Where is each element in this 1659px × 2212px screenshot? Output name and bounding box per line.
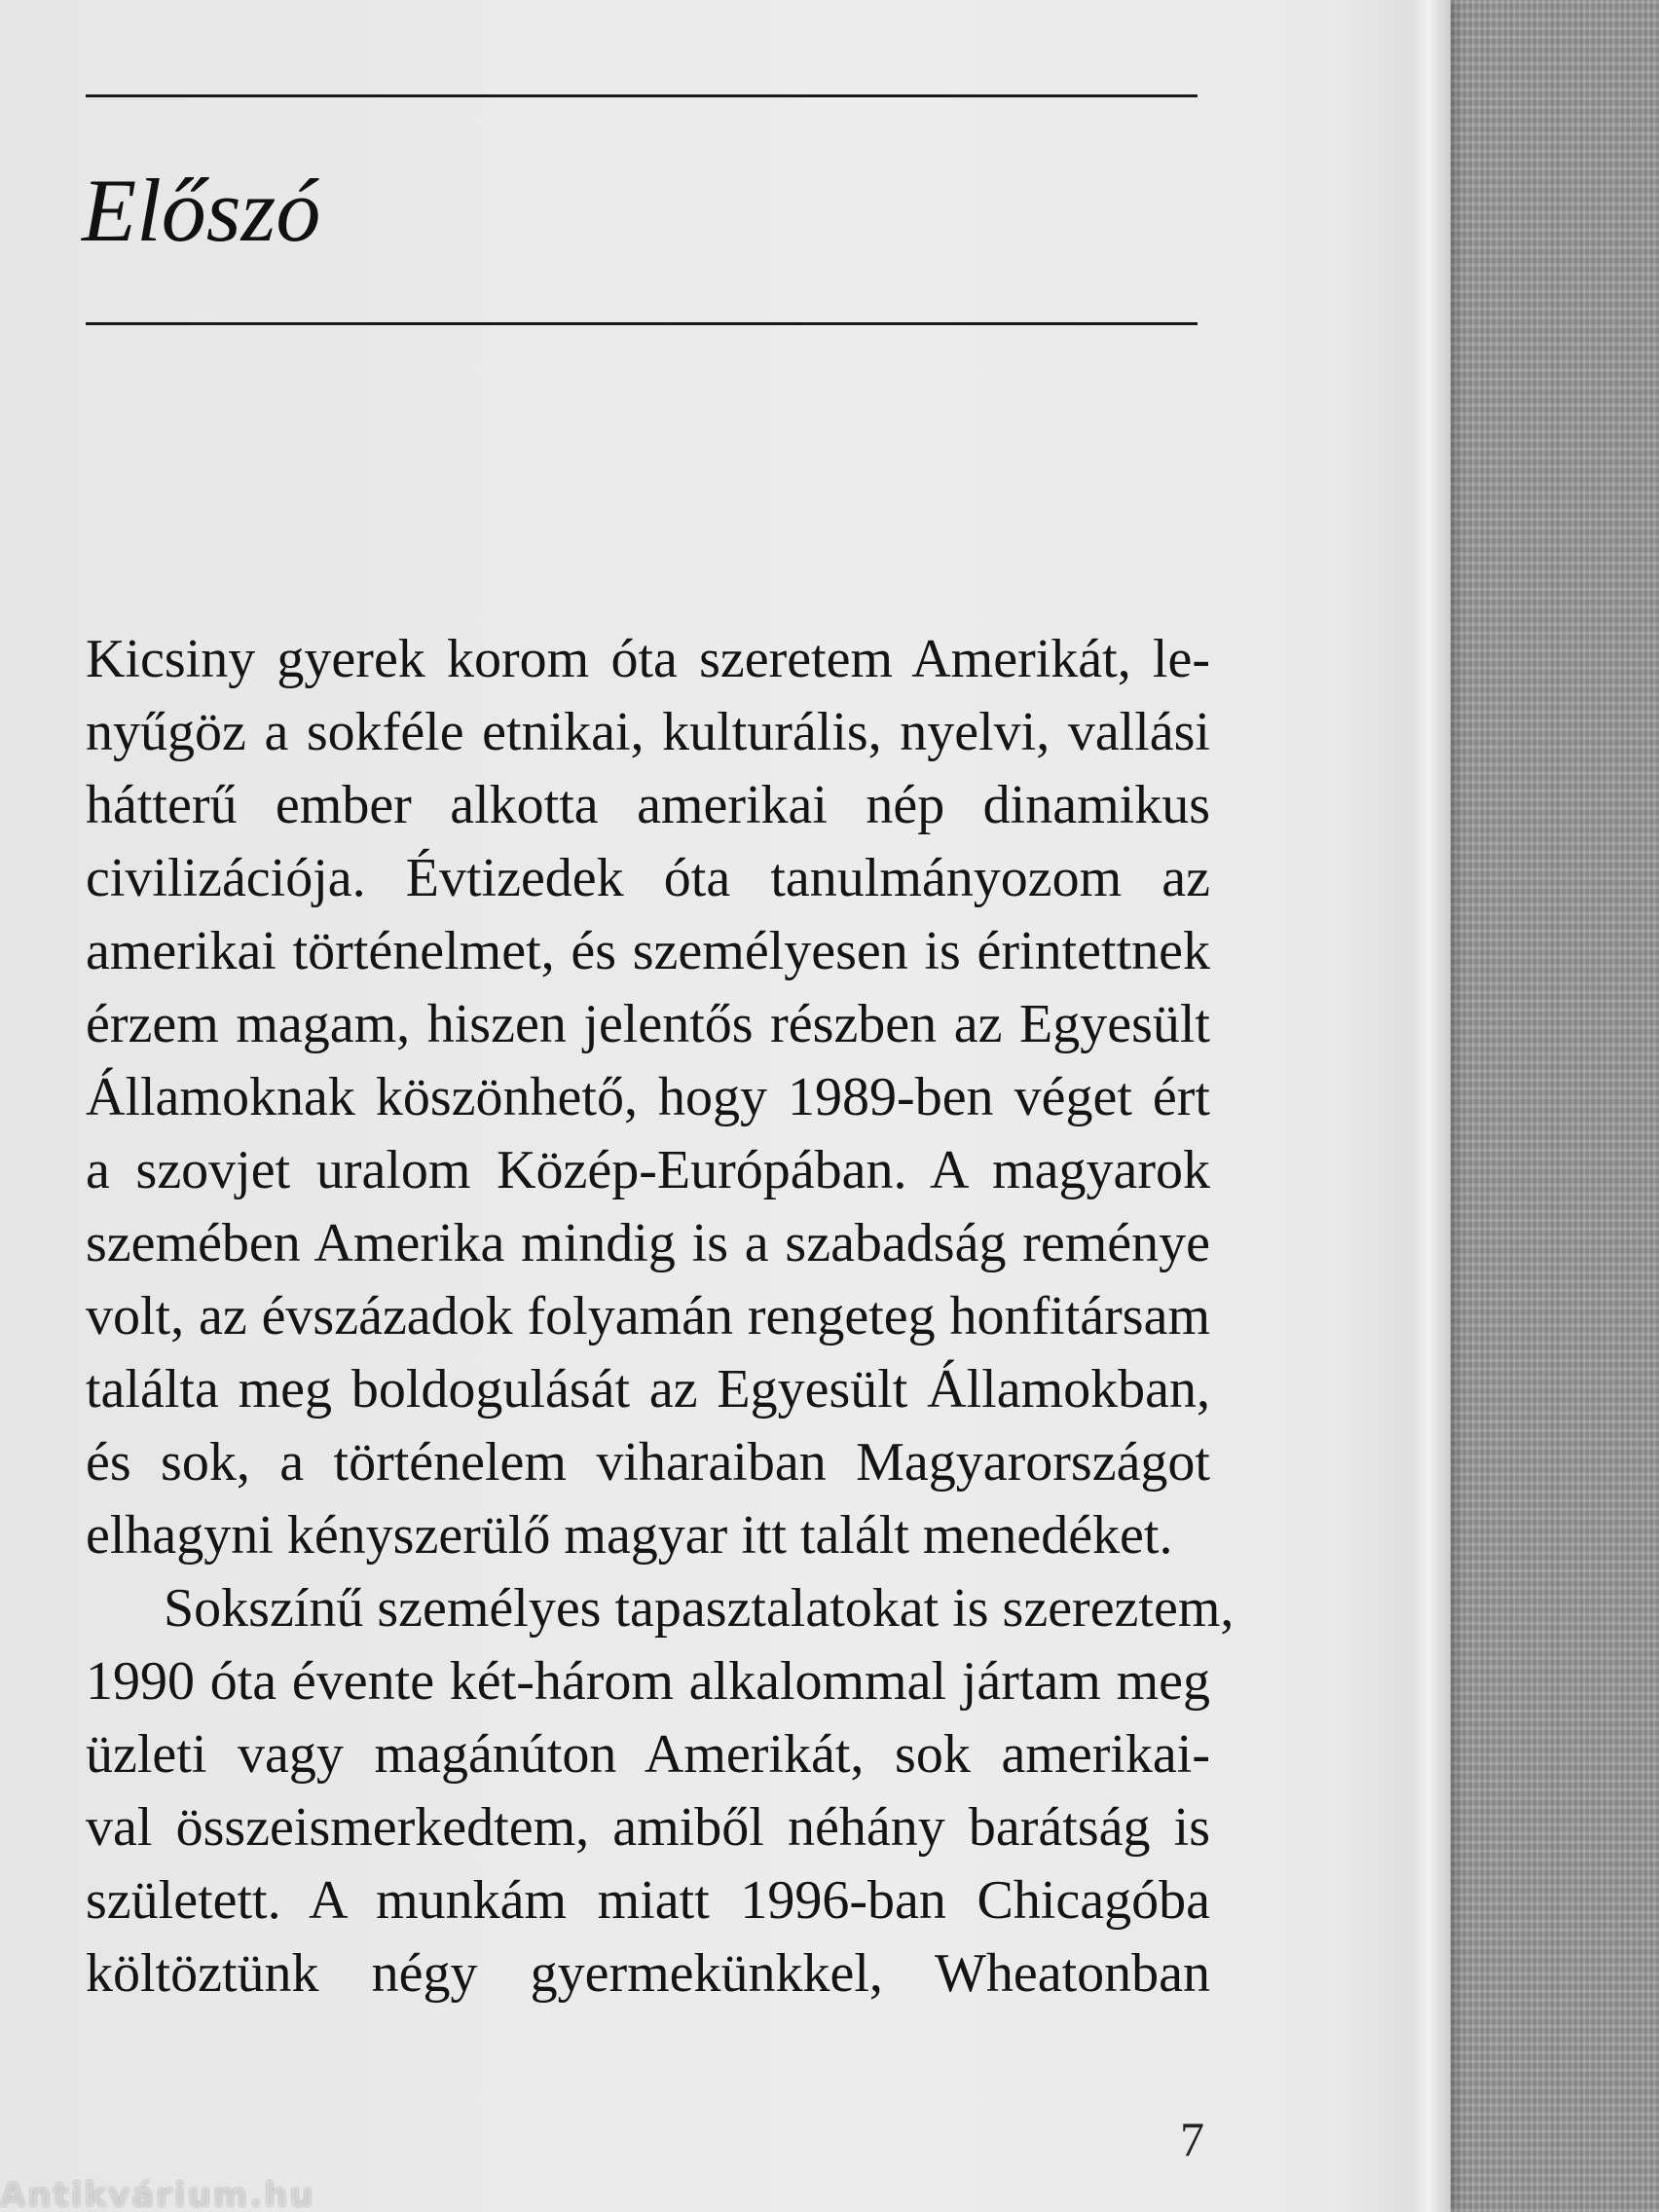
chapter-title: Előszó bbox=[82, 161, 321, 260]
text-line: volt, az évszázadok folyamán rengeteg honfitársam bbox=[86, 1286, 1210, 1346]
text-line: civilizációja. Évtizedek óta tanulmányozom az bbox=[86, 848, 1210, 908]
body-text bbox=[86, 623, 1235, 2010]
text-line: szemében Amerika mindig is a szabadság reménye bbox=[86, 1213, 1210, 1273]
text-line: a szovjet uralom Közép-Európában. A magyarok bbox=[86, 1140, 1210, 1200]
page-edge bbox=[1412, 0, 1451, 2212]
text-line: költöztünk négy gyermekünkkel, Wheatonban bbox=[86, 1943, 1210, 2004]
text-line: üzleti vagy magánúton Amerikát, sok amerikai- bbox=[86, 1724, 1210, 1785]
text-line: Államoknak köszönhető, hogy 1989-ben véget ért bbox=[86, 1067, 1210, 1127]
text-line: és sok, a történelem viharaiban Magyarországot bbox=[86, 1432, 1210, 1493]
text-line: val összeismerkedtem, amiből néhány barátság is bbox=[86, 1797, 1210, 1858]
text-line: hátterű ember alkotta amerikai nép dinamikus bbox=[86, 775, 1210, 835]
background-surface bbox=[1431, 0, 1659, 2212]
text-line: elhagyni kényszerülő magyar itt talált menedéket. bbox=[86, 1505, 1173, 1566]
watermark: Antikvárium.hu bbox=[0, 2179, 315, 2212]
text-line: 1990 óta évente két-három alkalommal jártam meg bbox=[86, 1651, 1210, 1712]
page-number: 7 bbox=[1180, 2112, 1204, 2166]
title-rule-top bbox=[86, 94, 1198, 97]
text-line: amerikai történelmet, és személyesen is érintettnek bbox=[86, 921, 1210, 981]
text-line: találta meg boldogulását az Egyesült Államokban, bbox=[86, 1359, 1210, 1419]
title-rule-bottom bbox=[86, 322, 1198, 325]
text-line: érzem magam, hiszen jelentős részben az Egyesült bbox=[86, 994, 1210, 1054]
text-line: Kicsiny gyerek korom óta szeretem Amerikát, le- bbox=[86, 629, 1210, 689]
text-line: Sokszínű személyes tapasztalatokat is szereztem, bbox=[164, 1578, 1235, 1639]
text-line: nyűgöz a sokféle etnikai, kulturális, nyelvi, vallási bbox=[86, 702, 1210, 762]
text-line: született. A munkám miatt 1996-ban Chicagóba bbox=[86, 1870, 1210, 1931]
